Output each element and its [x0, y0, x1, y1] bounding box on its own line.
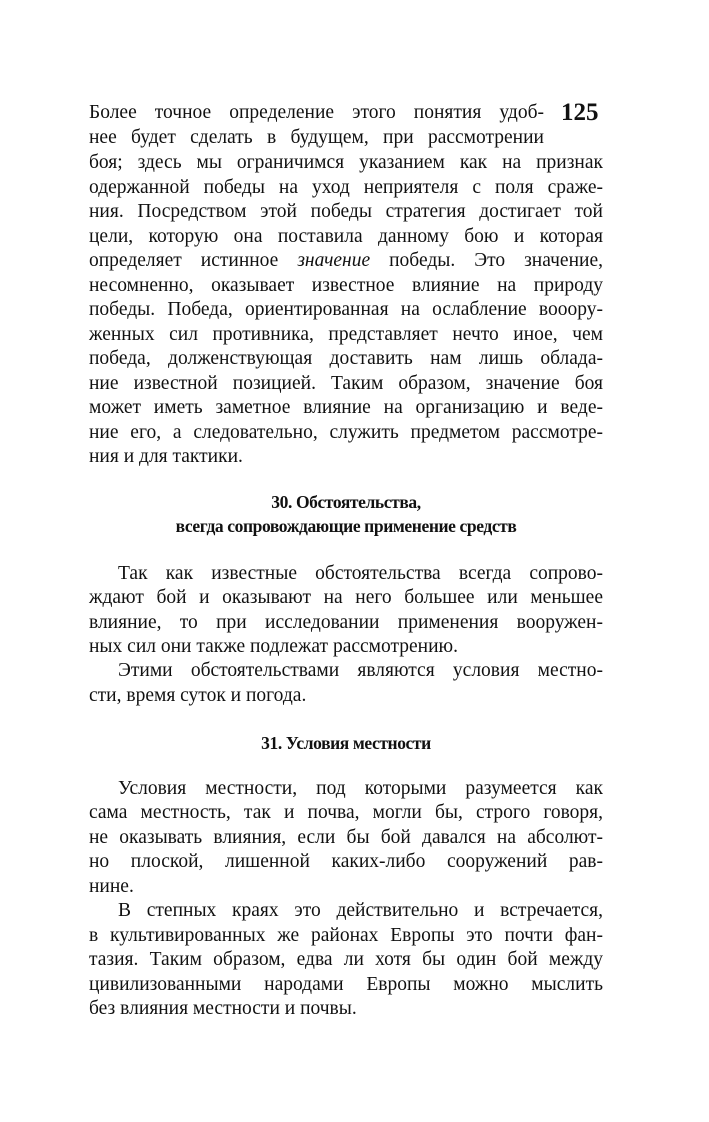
section-heading: всегда сопровождающие применение средств [175, 516, 517, 536]
text-line: ждают бой и оказывают на него большее или меньшее [89, 587, 603, 608]
text-line: победа, долженствующая доставить нам лишь облада- [89, 348, 603, 369]
text-line: женных сил противника, представляет нечто иное, чем [89, 324, 603, 345]
text-line: победы. Победа, ориентированная на ослабление вооору- [89, 299, 603, 320]
text-line: нее будет сделать в будущем, при рассмотрении [89, 127, 544, 148]
page-number: 125 [561, 99, 599, 126]
text-line: Этими обстоятельствами являются условия местно- [118, 660, 603, 681]
text-line: несомненно, оказывает известное влияние на природу [89, 275, 603, 296]
text-line: нине. [89, 876, 134, 897]
emphasized-word: значение [297, 250, 371, 271]
text-line: боя; здесь мы ограничимся указанием как на признак [89, 152, 603, 173]
text-line: В степных краях это действительно и встречается, [118, 900, 603, 921]
text-line: ние известной позицией. Таким образом, значение боя [89, 373, 603, 394]
section-heading: 30. Обстоятельства, [271, 492, 421, 512]
text-line: но плоской, лишенной каких-либо сооружений рав- [89, 851, 603, 872]
text-line: Так как известные обстоятельства всегда сопрово- [118, 563, 603, 584]
text-fragment: определяет истинное [89, 250, 298, 271]
text-line: сама местность, так и почва, могли бы, строго говоря, [89, 802, 603, 823]
text-line: ния. Посредством этой победы стратегия достигает той [89, 201, 603, 222]
text-line: ных сил они также подлежат рассмотрению. [89, 636, 458, 657]
text-line: тазия. Таким образом, едва ли хотя бы один бой между [89, 949, 603, 970]
section-heading: 31. Условия местности [261, 733, 431, 753]
text-line: ния и для тактики. [89, 446, 243, 467]
text-fragment: победы. Это значение, [370, 250, 603, 271]
text-line: влияние, то при исследовании применения вооружен- [89, 612, 603, 633]
text-line: без влияния местности и почвы. [89, 998, 357, 1019]
text-line: Более точное определение этого понятия удоб- [89, 102, 544, 123]
text-line: сти, время суток и погода. [89, 685, 307, 706]
text-line: цивилизованными народами Европы можно мыслить [89, 974, 603, 995]
text-line: не оказывать влияния, если бы бой давался на абсолют- [89, 827, 603, 848]
text-line: одержанной победы на уход неприятеля с поля сраже- [89, 177, 603, 198]
text-line: ние его, а следовательно, служить предметом рассмотре- [89, 422, 603, 443]
text-line: цели, которую она поставила данному бою и которая [89, 226, 603, 247]
text-line: в культивированных же районах Европы это почти фан- [89, 925, 603, 946]
text-line [89, 249, 603, 274]
text-line: Условия местности, под которыми разумеется как [118, 778, 603, 799]
text-line: может иметь заметное влияние на организацию и веде- [89, 397, 603, 418]
